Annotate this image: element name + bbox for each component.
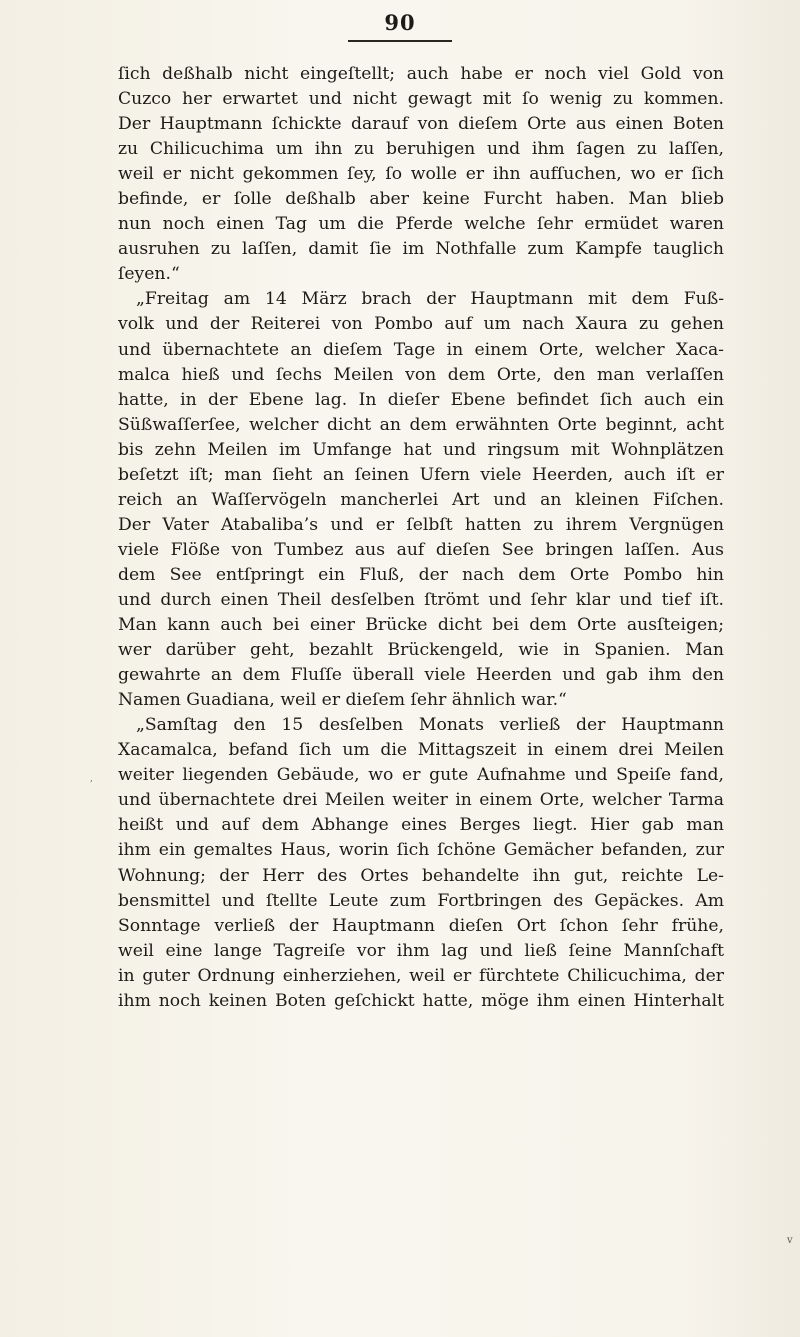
text-line: volk und der Reiterei von Pombo auf um nach Xaura zu gehen (118, 314, 724, 335)
text-line: ſich deßhalb nicht eingeſtellt; auch habe er noch viel Gold von (118, 64, 724, 84)
text-line: viele Flöße von Tumbez aus auf dieſen See bringen laſſen. Aus (118, 539, 724, 560)
text-line: ſeyen.“ (118, 264, 180, 285)
text-line: Man kann auch bei einer Brücke dicht bei dem Orte ausſteigen; (118, 615, 724, 636)
text-line: malca hieß und ſechs Meilen von dem Orte, den man verlaſſen (118, 364, 724, 385)
text-line: Der Vater Atabaliba’s und er ſelbſt hatten zu ihrem Vergnügen (118, 514, 724, 535)
text-line: Süßwaſſerſee, welcher dicht an dem erwähnten Orte beginnt, acht (118, 414, 724, 435)
text-line: „Samſtag den 15 desſelben Monats verließ der Hauptmann (136, 715, 724, 736)
text-line: Sonntage verließ der Hauptmann dieſen Ort ſchon ſehr frühe, (118, 915, 724, 936)
text-line: ausruhen zu laſſen, damit ſie im Nothfalle zum Kampfe tauglich (118, 239, 724, 260)
text-line: in guter Ordnung einherziehen, weil er fürchtete Chilicuchima, der (118, 965, 724, 986)
text-line: weil eine lange Tagreiſe vor ihm lag und ließ ſeine Mannſchaft (118, 940, 724, 961)
body-text (118, 62, 724, 1014)
text-line: hatte, in der Ebene lag. In dieſer Ebene befindet ſich auch ein (118, 389, 724, 410)
text-line: und übernachtete an dieſem Tage in einem Orte, welcher Xaca- (118, 339, 724, 360)
text-line: Namen Guadiana, weil er dieſem ſehr ähnlich war.“ (118, 690, 567, 711)
text-line: bensmittel und ſtellte Leute zum Fortbringen des Gepäckes. Am (118, 890, 724, 911)
text-line: nun noch einen Tag um die Pferde welche ſehr ermüdet waren (118, 214, 724, 235)
text-line: Xacamalca, befand ſich um die Mittagszeit in einem drei Meilen (118, 740, 724, 761)
text-line: Cuzco her erwartet und nicht gewagt mit ſo wenig zu kommen. (118, 89, 724, 110)
text-line: gewahrte an dem Fluſſe überall viele Heerden und gab ihm den (118, 665, 724, 686)
text-line: wer darüber geht, bezahlt Brückengeld, wie in Spanien. Man (118, 640, 724, 661)
text-line: und durch einen Theil desſelben ſtrömt und ſehr klar und tief iſt. (118, 589, 724, 610)
text-line: „Freitag am 14 März brach der Hauptmann mit dem Fuß- (136, 289, 724, 310)
page-number: 90 (384, 10, 416, 35)
margin-speck: v (787, 1235, 793, 1246)
text-line: beſetzt iſt; man ſieht an ſeinen Ufern viele Heerden, auch iſt er (118, 464, 724, 485)
text-line: ihm noch keinen Boten geſchickt hatte, möge ihm einen Hinterhalt (118, 990, 724, 1011)
text-line: weil er nicht gekommen ſey, ſo wolle er ihn aufſuchen, wo er ſich (118, 164, 724, 185)
margin-speck: , (90, 774, 93, 784)
text-line: heißt und auf dem Abhange eines Berges liegt. Hier gab man (118, 815, 724, 836)
text-line: zu Chilicuchima um ihn zu beruhigen und ihm ſagen zu laſſen, (118, 139, 724, 160)
text-line: bis zehn Meilen im Umfange hat und ringsum mit Wohnplätzen (118, 439, 724, 460)
text-line: reich an Waſſervögeln mancherlei Art und an kleinen Fiſchen. (118, 489, 724, 510)
text-line: dem See entſpringt ein Fluß, der nach dem Orte Pombo hin (118, 564, 724, 585)
text-line: befinde, er ſolle deßhalb aber keine Furcht haben. Man blieb (118, 189, 724, 210)
text-line: und übernachtete drei Meilen weiter in einem Orte, welcher Tarma (118, 790, 724, 811)
text-line: weiter liegenden Gebäude, wo er gute Aufnahme und Speiſe fand, (118, 765, 724, 786)
text-line: ihm ein gemaltes Haus, worin ſich ſchöne Gemächer befanden, zur (118, 840, 724, 861)
header-rule (348, 40, 452, 42)
text-line: Wohnung; der Herr des Ortes behandelte ihn gut, reichte Le- (118, 865, 724, 886)
text-line: Der Hauptmann ſchickte darauf von dieſem Orte aus einen Boten (118, 114, 724, 135)
